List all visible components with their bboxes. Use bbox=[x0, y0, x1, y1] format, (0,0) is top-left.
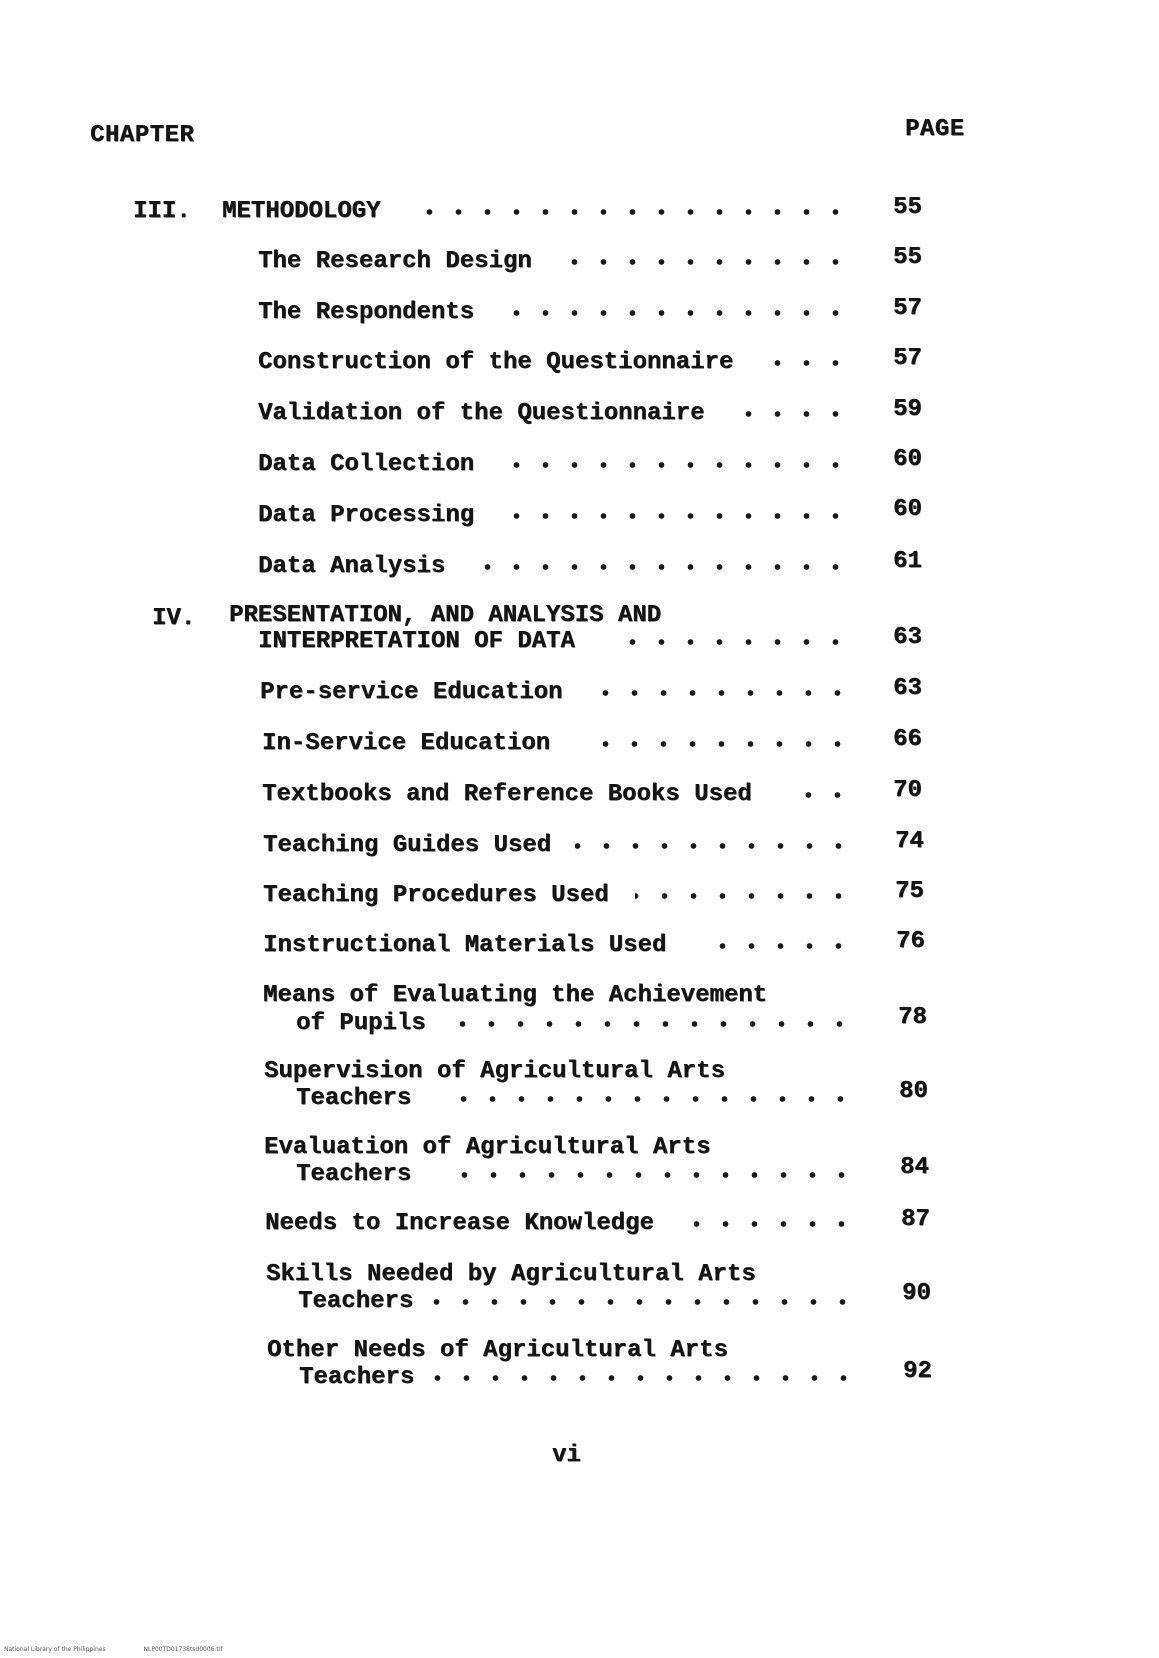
dot-leader bbox=[445, 1087, 855, 1111]
page-number: 75 bbox=[895, 878, 924, 905]
section-title-continuation: Teachers bbox=[298, 1288, 414, 1315]
dot-leader bbox=[445, 1012, 854, 1036]
section-title: Needs to Increase Knowledge bbox=[265, 1210, 654, 1237]
page-number: 70 bbox=[893, 777, 922, 804]
section-title-continuation: Teachers bbox=[296, 1161, 412, 1188]
page-number: 60 bbox=[893, 446, 922, 473]
section-title: Teaching Procedures Used bbox=[263, 882, 609, 909]
page-number: 76 bbox=[896, 928, 925, 955]
dot-leader bbox=[445, 1163, 856, 1187]
dot-leader bbox=[800, 783, 852, 807]
section-title: Means of Evaluating the Achievement bbox=[263, 982, 768, 1009]
section-title: Evaluation of Agricultural Arts bbox=[264, 1134, 711, 1161]
page-number: 90 bbox=[902, 1280, 931, 1307]
footer-filename: NLP00TD01738tsd0006.tif bbox=[143, 1646, 223, 1653]
dot-leader bbox=[680, 1212, 856, 1236]
scan-footer bbox=[4, 1646, 259, 1653]
page-number: 61 bbox=[893, 548, 922, 575]
footer-library: National Library of the Philippines bbox=[4, 1646, 106, 1653]
dot-leader bbox=[590, 681, 852, 705]
page-number: 74 bbox=[895, 828, 924, 855]
page-number: 59 bbox=[893, 396, 922, 423]
page-column-heading: PAGE bbox=[905, 116, 965, 143]
dot-leader bbox=[575, 834, 853, 858]
page-number: 66 bbox=[893, 726, 922, 753]
section-title: Instructional Materials Used bbox=[263, 932, 667, 959]
section-title: Data Processing bbox=[258, 502, 475, 529]
dot-leader bbox=[635, 884, 853, 908]
section-title: Data Collection bbox=[258, 451, 475, 478]
section-title-continuation: Teachers bbox=[296, 1085, 412, 1112]
page-number: 57 bbox=[893, 345, 922, 372]
page-number: 80 bbox=[899, 1078, 928, 1105]
page-number: 63 bbox=[893, 624, 922, 651]
dot-leader bbox=[590, 732, 852, 756]
dot-leader bbox=[620, 630, 850, 654]
dot-leader bbox=[765, 351, 850, 375]
chapter-number: III. bbox=[133, 198, 191, 225]
dot-leader bbox=[415, 1290, 857, 1314]
page-number: 63 bbox=[893, 675, 922, 702]
section-title: The Research Design bbox=[258, 248, 532, 275]
section-title: Teaching Guides Used bbox=[263, 832, 552, 859]
dot-leader bbox=[495, 504, 850, 528]
section-title: In-Service Education bbox=[262, 730, 551, 757]
dot-leader bbox=[410, 200, 850, 224]
chapter-number: IV. bbox=[152, 605, 196, 632]
section-title: Data Analysis bbox=[258, 553, 446, 580]
dot-leader bbox=[495, 453, 850, 477]
dot-leader bbox=[465, 555, 850, 579]
section-title: Supervision of Agricultural Arts bbox=[264, 1058, 725, 1085]
page-number: 55 bbox=[893, 194, 922, 221]
chapter-title-continuation: INTERPRETATION OF DATA bbox=[258, 628, 575, 655]
section-title: Pre-service Education bbox=[260, 679, 563, 706]
dot-leader bbox=[710, 934, 853, 958]
page-number: 84 bbox=[900, 1154, 929, 1181]
page-number: 60 bbox=[893, 496, 922, 523]
dot-leader bbox=[555, 250, 850, 274]
page-number: 55 bbox=[893, 244, 922, 271]
section-title: Validation of the Questionnaire bbox=[258, 400, 705, 427]
chapter-title: METHODOLOGY bbox=[222, 198, 381, 225]
section-title-continuation: of Pupils bbox=[296, 1010, 426, 1037]
chapter-column-heading: CHAPTER bbox=[90, 122, 195, 149]
dot-leader bbox=[495, 301, 850, 325]
section-title: Other Needs of Agricultural Arts bbox=[267, 1337, 728, 1364]
page-number: 87 bbox=[901, 1206, 930, 1233]
section-title: Textbooks and Reference Books Used bbox=[262, 781, 752, 808]
chapter-title: PRESENTATION, AND ANALYSIS AND bbox=[229, 602, 662, 629]
section-title-continuation: Teachers bbox=[299, 1364, 415, 1391]
section-title: The Respondents bbox=[258, 299, 475, 326]
section-title: Construction of the Questionnaire bbox=[258, 349, 734, 376]
page-number: 78 bbox=[898, 1004, 927, 1031]
page-number: 57 bbox=[893, 295, 922, 322]
section-title: Skills Needed by Agricultural Arts bbox=[266, 1261, 756, 1288]
dot-leader bbox=[735, 402, 850, 426]
page-number: 92 bbox=[903, 1358, 932, 1385]
dot-leader bbox=[415, 1366, 858, 1390]
page-folio: vi bbox=[552, 1442, 581, 1469]
